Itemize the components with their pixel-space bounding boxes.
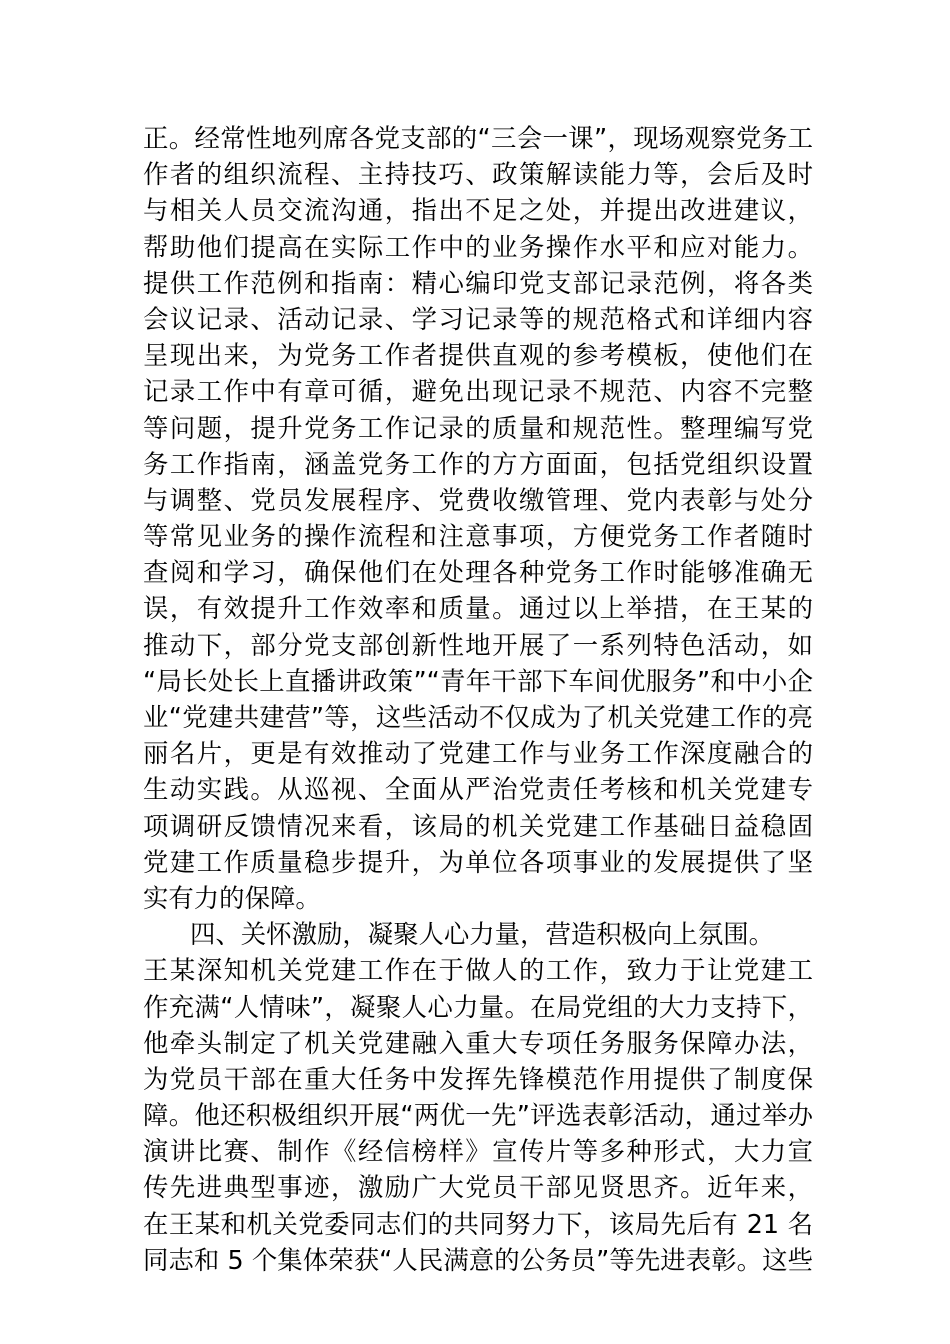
text-line: 正。经常性地列席各党支部的“三会一课”，现场观察党务工 <box>143 123 813 153</box>
body-text <box>143 120 813 1278</box>
section-heading: 四、关怀激励，凝聚人心力量，营造积极向上氛围。 <box>190 919 774 950</box>
text-line: 等问题，提升党务工作记录的质量和规范性。整理编写党 <box>143 412 813 443</box>
text-line: 障。他还积极组织开展“两优一先”评选表彰活动，通过举办 <box>143 1100 813 1131</box>
text-line: 与调整、党员发展程序、党费收缴管理、党内表彰与处分 <box>143 484 813 515</box>
text-line: 传先进典型事迹，激励广大党员干部见贤思齐。近年来， <box>143 1172 813 1203</box>
text-line: 作者的组织流程、主持技巧、政策解读能力等，会后及时 <box>143 159 813 190</box>
text-line: 会议记录、活动记录、学习记录等的规范格式和详细内容 <box>143 303 813 334</box>
text-line: 帮助他们提高在实际工作中的业务操作水平和应对能力。 <box>143 231 813 262</box>
text-line: 误，有效提升工作效率和质量。通过以上举措，在王某的 <box>143 593 813 624</box>
text-line: 业“党建共建营”等，这些活动不仅成为了机关党建工作的亮 <box>143 702 813 732</box>
text-line: 推动下，部分党支部创新性地开展了一系列特色活动，如 <box>143 629 813 660</box>
text-line: 他牵头制定了机关党建融入重大专项任务服务保障办法， <box>143 1027 813 1058</box>
text-line: 作充满“人情味”，凝聚人心力量。在局党组的大力支持下， <box>143 991 813 1022</box>
text-line: 等常见业务的操作流程和注意事项，方便党务工作者随时 <box>143 521 813 552</box>
text-line: 演讲比赛、制作《经信榜样》宣传片等多种形式，大力宣 <box>143 1136 813 1167</box>
text-line: 同志和 5 个集体荣获“人民满意的公务员”等先进表彰。这些 <box>143 1244 813 1275</box>
text-line: “局长处长上直播讲政策”“青年干部下车间优服务”和中小企 <box>143 665 813 696</box>
text-line: 党建工作质量稳步提升，为单位各项事业的发展提供了坚 <box>143 846 813 877</box>
text-line: 项调研反馈情况来看，该局的机关党建工作基础日益稳固 <box>143 810 813 841</box>
text-line: 王某深知机关党建工作在于做人的工作，致力于让党建工 <box>143 955 813 986</box>
text-line: 呈现出来，为党务工作者提供直观的参考模板，使他们在 <box>143 340 813 371</box>
text-line: 丽名片，更是有效推动了党建工作与业务工作深度融合的 <box>143 738 813 769</box>
text-line: 在王某和机关党委同志们的共同努力下，该局先后有 21 名 <box>143 1208 813 1239</box>
text-line: 生动实践。从巡视、全面从严治党责任考核和机关党建专 <box>143 774 813 805</box>
text-line: 实有力的保障。 <box>143 882 321 913</box>
text-line: 务工作指南，涵盖党务工作的方方面面，包括党组织设置 <box>143 448 813 479</box>
text-line: 与相关人员交流沟通，指出不足之处，并提出改进建议， <box>143 195 813 226</box>
text-line: 为党员干部在重大任务中发挥先锋模范作用提供了制度保 <box>143 1063 813 1094</box>
text-line: 提供工作范例和指南：精心编印党支部记录范例，将各类 <box>143 267 813 298</box>
text-line: 记录工作中有章可循，避免出现记录不规范、内容不完整 <box>143 376 813 407</box>
text-line: 查阅和学习，确保他们在处理各种党务工作时能够准确无 <box>143 557 813 588</box>
